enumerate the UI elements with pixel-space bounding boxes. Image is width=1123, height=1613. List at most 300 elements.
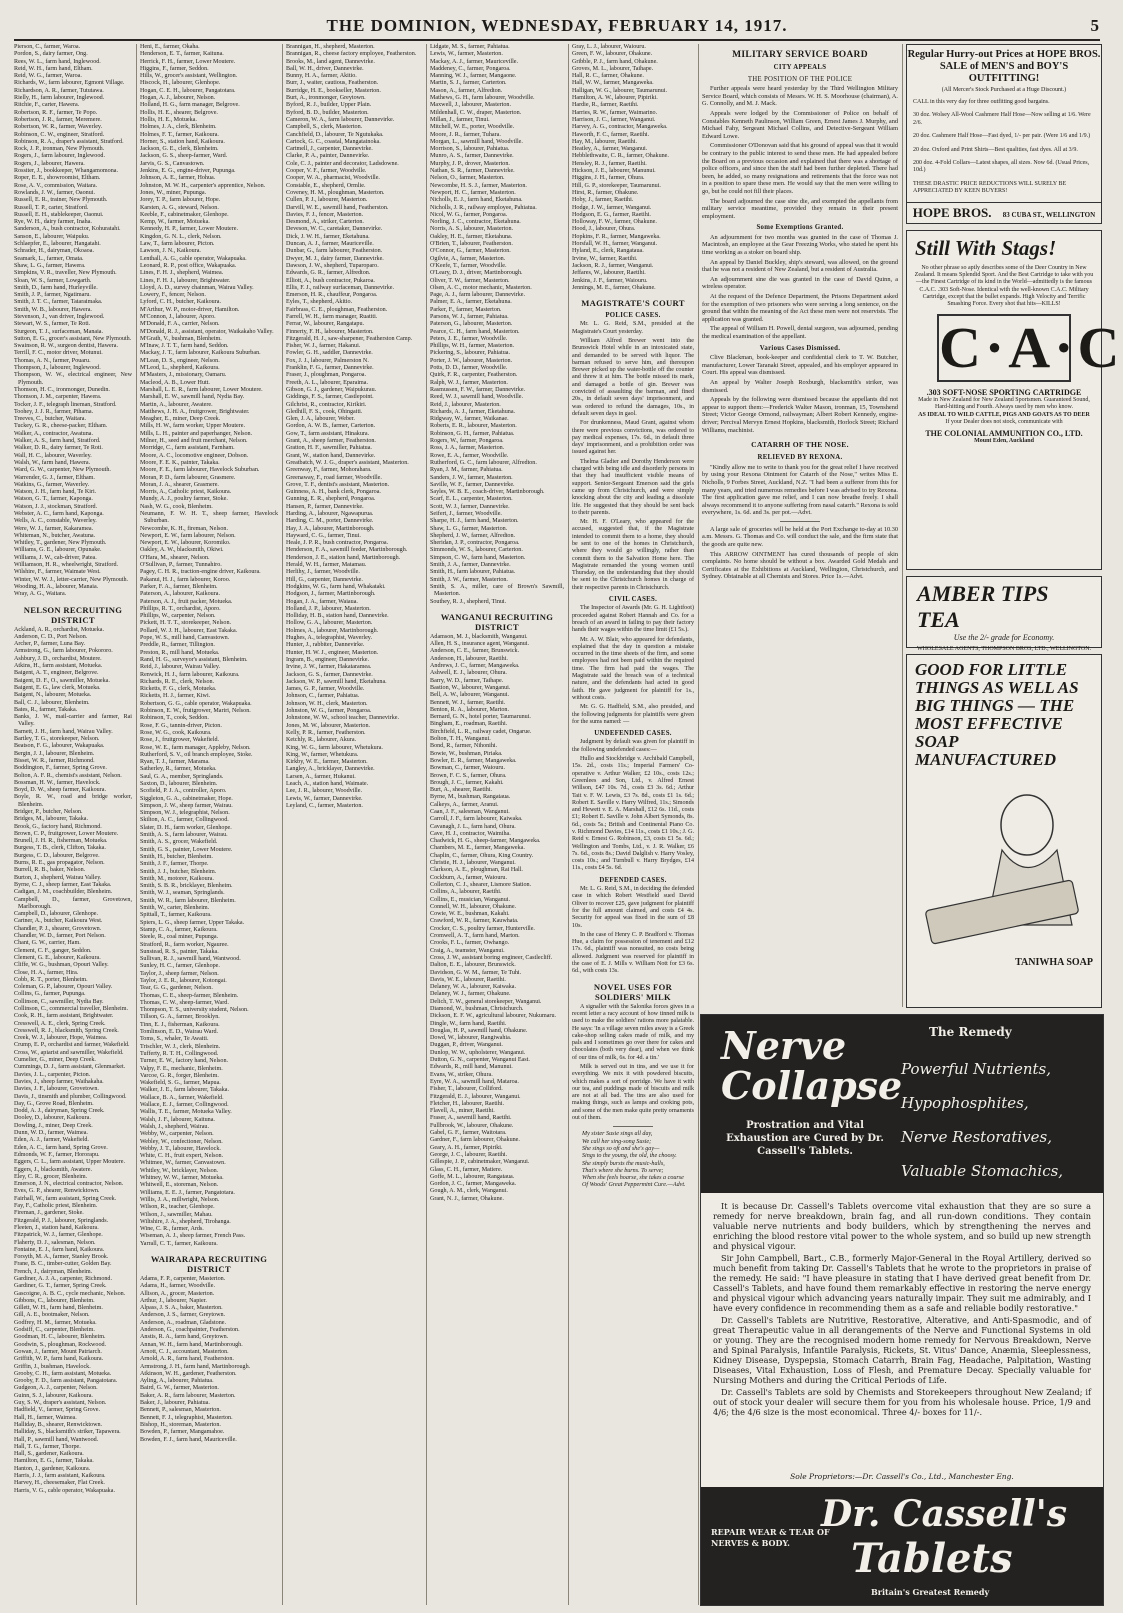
list-item: Smith, W. R., farm labourer, Blenheim.	[140, 897, 236, 904]
list-item: Davis, W. E., labourer, Raetihi.	[430, 976, 506, 983]
list-item: Sunley, H. C., farmer, Glenhope.	[140, 963, 220, 970]
list-item: Connell, W. H., labourer, Ohakune.	[430, 903, 517, 910]
paragraph: An appeal by Daniel Buckley, ship's steward, was allowed, on the ground that he was not a resident of New Zealand, but a resident of Australia.	[702, 258, 898, 274]
list-item: Ketchly, R., labourer, Akura.	[286, 737, 357, 744]
roll-list-wanganui	[430, 634, 564, 1203]
list-item: Gunning, E. R., shepherd, Pongaroa.	[286, 496, 376, 503]
list-item: Bowman, C., farmer, Waiouru.	[430, 765, 505, 772]
list-item: Parker, F., farmer, Masterton.	[430, 306, 502, 313]
list-item: Munro, A. S., farmer, Dannevirke.	[430, 153, 514, 160]
list-item: Hebblethwaite, C. R., farmer, Ohakune.	[572, 153, 669, 160]
list-item: Dutton, G. N., carpenter, Wanganui East.	[430, 1057, 530, 1064]
list-item: Gough, A. M., clerk, Wanganui.	[430, 1188, 508, 1195]
list-item: Elliott, A., bush contractor, Pukaroa.	[286, 277, 375, 284]
list-item: Scofield, P. J. A., controller, Aporo.	[140, 788, 227, 795]
list-item: Whitley, W., bricklayer, Nelson.	[140, 1167, 219, 1174]
list-item: Delaney, W. A., labourer, Kaiwaka.	[430, 984, 516, 991]
list-item: Crocker, C. S., poultry farmer, Hunterville.	[430, 925, 535, 932]
article-defended-cases	[572, 886, 694, 976]
list-item: Leyland, C., farmer, Masterton.	[286, 802, 363, 809]
paragraph: The appeal of William H. Powell, dental surgeon, was adjourned, pending the medical examination of the appellant.	[702, 325, 898, 340]
subheading-police-position: THE POSITION OF THE POLICE	[747, 75, 853, 83]
list-item: Walker, J. E., farm labourer, Takaka.	[140, 1087, 230, 1094]
list-item: Bowden, F. J., farm hand, Mauriceville.	[140, 1436, 237, 1443]
list-item: Coleman, G. P., labourer, Opouri Valley.	[14, 984, 113, 991]
list-item: Forsyth, M. A., farmer, Stanley Brook.	[14, 1254, 109, 1261]
list-item: Watkins, G., farmer, Waverley.	[14, 481, 90, 488]
list-item: Whitmee, W., farmer, Canvastown.	[140, 1160, 226, 1167]
list-item: Godsiff, C., carpenter, Blenheim.	[14, 1327, 95, 1334]
list-item: Rose, W. G., cook, Kaikoura.	[140, 729, 212, 736]
list-item: Arthur, J., labourer, Napier.	[140, 1297, 207, 1304]
list-item: Fisher, T., labourer, Colliford.	[430, 1086, 503, 1093]
list-item: Hayward, C. G., farmer, Tinui.	[286, 532, 361, 539]
list-item: THESE DRASTIC PRICE REDUCTIONS WILL SURELY BE APPRECIATED BY KEEN BUYERS!	[913, 180, 1067, 195]
list-item: Rowlands, J. W., farmer, Oaonui.	[14, 189, 95, 196]
column-4	[430, 44, 564, 1605]
list-item: Dingle, W., farm hand, Raetihi.	[430, 1020, 507, 1027]
list-item: Pickering, S., labourer, Pahiatua.	[430, 350, 510, 357]
list-item: Rand, H. G., surveyor's assistant, Blenheim.	[140, 656, 248, 663]
list-item: Desmond, A., striker, Carterton.	[286, 219, 364, 226]
list-item: Burr, J., waiter, cautious, Featherston.	[286, 80, 379, 87]
soap-figure-illustration	[907, 775, 1101, 955]
list-item: Wallis, T. E., farmer, Motueka Valley.	[140, 1109, 232, 1116]
list-item: Mills, H. W., farm worker, Upper Moutere.	[140, 423, 246, 430]
list-item: Larsen, A., farmer, Hukanui.	[286, 773, 356, 780]
list-item: Mills, L. H., painter and paperhanger, Nelson.	[140, 430, 253, 437]
list-item: Wooding, H. A., labourer, Manaia.	[14, 583, 99, 590]
list-item: Simpson, J. W., sheep farmer, Wairau.	[140, 802, 233, 809]
list-item: Sheridan, J. P., contractor, Pongaroa.	[430, 540, 520, 547]
list-item: Ricketts, F. G., clerk, Motueka.	[140, 686, 217, 693]
list-item: Hill, G., carpenter, Dannevirke.	[286, 576, 363, 583]
list-item: Pickett, H. T. T., storekeeper, Nelson.	[140, 620, 232, 627]
list-item: Gow, T., farm assistant, Hinakura.	[286, 430, 370, 437]
list-item: Douglas, H. P., sawmill hand, Ohakune.	[430, 1027, 528, 1034]
list-item: Chant, G. W., carrier, Ham.	[14, 940, 81, 947]
list-item: Hodgkins, W. G., farm hand, Whakataki.	[286, 583, 386, 590]
list-item: Cartock, G. C., coastal, Mangatainoka.	[286, 138, 381, 145]
list-item: Baird, G. W., farmer, Masterton.	[140, 1385, 219, 1392]
list-item: Taylor, J. E. R., labourer, Kotongai.	[140, 978, 227, 984]
cassells-proprietors: Sole Proprietors:—Dr. Cassell's Co., Ltd., Manchester Eng.	[790, 1472, 1014, 1481]
list-item: Pearce, C. H., farm hand, Masterton.	[430, 328, 520, 335]
list-item: Reid, J., labourer, Wairau Valley.	[140, 664, 221, 671]
list-item: Flavell, A., miner, Raetihi.	[430, 1108, 495, 1115]
list-item: Whitley, T., gardener, New Plymouth.	[14, 540, 107, 547]
list-item: Campbell, D., labourer, Glenhope.	[14, 911, 99, 918]
article-exemptions	[702, 234, 898, 341]
list-item: Gillett, W. H., farm hand, Blenheim.	[14, 1305, 103, 1312]
list-item: Of Woods' Great Peppermint Cure.—Advt.	[582, 1182, 686, 1189]
list-item: Pordon, S., dairy farmer, Ong.	[14, 51, 88, 58]
list-item: Holland, H. G., farm manager, Belgrove.	[140, 102, 240, 109]
list-item: Johnston, W. G., farmer, Pongaroa.	[286, 708, 372, 715]
list-item: Chambers, M. E., farmer, Mangaweka.	[430, 845, 525, 852]
list-item: Potts, D. D., farmer, Woodville.	[430, 365, 508, 372]
list-item: Finnerty, F. H., labourer, Masterton.	[286, 328, 374, 335]
list-item: Hardie, R., farmer, Raetihi.	[572, 102, 639, 109]
list-item: Hollis, H. E., Motueka.	[140, 116, 197, 123]
list-item: Barry, W. D., farmer, Taihape.	[430, 677, 504, 684]
section-heading-wanganui: WANGANUI RECRUITING DISTRICT	[440, 611, 554, 632]
list-item: Kingdon, G. N. L., clerk, Nelson.	[140, 233, 222, 240]
list-item: Porter, J. W., labourer, Masterton.	[430, 357, 513, 364]
list-item: Palmer, E. A., farmer, Eketahuna.	[430, 299, 512, 306]
list-item: O'Keefe, T., farmer, Woodville.	[430, 262, 507, 269]
list-item: Green, F. W., labourer, Ohakune.	[572, 51, 653, 58]
list-item: Greenaway, F., road farmer, Woodville.	[286, 474, 382, 481]
list-item: Lenthall, A. G., cable operator, Wakapuaka.	[140, 255, 247, 262]
list-item: Duncan, A. J., farmer, Mauriceville.	[286, 241, 374, 248]
list-item: Geary, A. H., farmer, Pipiriki.	[430, 1144, 503, 1151]
list-item: Quirk, F. R., carpenter, Featherston.	[430, 372, 518, 379]
list-item: 30 doz. Wolsey All-Wool Cashmere Half Hose—Now selling at 1/6. Were 2/6.	[913, 112, 1091, 126]
list-item: Herrick, F. H., farmer, Lower Moutere.	[140, 58, 236, 65]
list-item: Rock, J. P., ironman, New Plymouth.	[14, 146, 105, 153]
advert-taniwha-soap	[906, 654, 1102, 1008]
list-item: Rye, W. H., dairy farmer, Inaha.	[14, 219, 92, 226]
list-item: Manning, W. J., farmer, Mangaone.	[430, 73, 517, 80]
list-item: Burgess, C. D., labourer, Belgrove.	[14, 852, 100, 859]
list-item: Eley, C. R., grocer, Blenheim.	[14, 1173, 88, 1180]
list-item: Lines, F. H. J., shepherd, Waimea.	[140, 270, 224, 277]
list-item: Fisher, W. J., farmer, Hakanui.	[286, 343, 361, 350]
list-item: Fox, J. J., labourer, Palmerston N.	[286, 357, 369, 364]
list-item: Anderson, C. D., Port Nelson.	[14, 633, 88, 640]
list-item: King, W., farmer, Whetukura.	[286, 751, 359, 758]
list-item: Barnett, J. H., farm hand, Wairau Valley.	[14, 728, 113, 735]
list-item: Eden, A. J., farmer, Wakefield.	[14, 1137, 89, 1144]
list-item: Lyford, C. H., butcher, Kaikoura.	[140, 299, 221, 306]
list-item: Dodd, A. J., dairyman, Spring Creek.	[14, 1108, 105, 1115]
subheading-exemptions: Some Exemptions Granted.	[756, 224, 844, 232]
list-item: Hensley, R. J., farmer, Raetihi.	[572, 160, 647, 167]
list-item: Saxton, D., labourer, Blenheim.	[140, 780, 218, 787]
list-item: Byford, R. J., builder, Upper Plain.	[286, 102, 372, 109]
list-item: Cromwell, A. T., farm hand, Marton.	[430, 933, 520, 940]
list-item: Nelson, O., farmer, Masterton.	[430, 175, 505, 182]
list-item: Williams, G. E., labourer, Opunake.	[14, 547, 102, 554]
list-item: White, C. H., fruit expert, Nelson.	[140, 1153, 224, 1160]
list-item: Guinness, A. H., bank clerk, Pongaroa.	[286, 489, 381, 496]
list-item: Saville, W. F., farmer, Dannevirke.	[430, 481, 515, 488]
list-item: Hughes, A., telegraphist, Waverley.	[286, 635, 372, 642]
list-item: Smith, W. J., seaman, Springlands.	[140, 890, 225, 897]
list-item: Oliver, T. W., farmer, Masterton.	[430, 277, 510, 284]
list-item: Valuable Stomachics,	[901, 1162, 1064, 1180]
list-item: Higgins, F., farmer, Seddon.	[140, 65, 209, 72]
list-item: Wiltshire, J. A., shepherd, Tirohanga.	[140, 1218, 231, 1225]
list-item: Wiseman, A. J., sheep farmer, French Pass.	[140, 1233, 246, 1240]
list-item: Bartley, T. G., storekeeper, Nelson.	[14, 736, 100, 743]
list-item: Smith, J. W., farmer, Masterton.	[430, 576, 508, 583]
roll-list-nelson-cont	[140, 44, 278, 1248]
list-item: Holland, J. P., labourer, Masterton.	[286, 605, 371, 612]
list-item: O'Connor, G., farmer, Masterton.	[430, 248, 511, 255]
list-item: Moran, P. D., farm labourer, Grasmere.	[140, 474, 236, 481]
list-item: Smith, A. S., grocer, Wakefield.	[140, 839, 218, 846]
list-item: Rose, A. V., commission, Waitara.	[14, 182, 98, 189]
list-item: Jarvis, G. S., Canvastown.	[140, 160, 205, 167]
amber-tips-brand: AMBER TIPS TEA	[917, 581, 1049, 632]
list-item: Ashbury, J. D., orchardist, Moutere.	[14, 655, 102, 662]
list-item: Sharpe, H. J., farm hand, Masterton.	[430, 518, 519, 525]
list-item: When she feels hoarse, she takes a course	[582, 1175, 684, 1182]
list-item: Edwards, G. R., farmer, Alfredton.	[286, 270, 371, 277]
list-item: Cummings, D. J., farm assistant, Glenmarket.	[14, 1064, 126, 1071]
list-item: Pierson, C., farmer, Waroa.	[14, 44, 81, 50]
list-item: Guy, S. W., draper's assistant, Nelson.	[14, 1400, 107, 1407]
list-item: Robinson, T., cook, Seddon.	[140, 715, 209, 722]
list-item: Millan, J., farmer, Tinui.	[430, 116, 490, 123]
list-item: Cavanagh, J. L., farm hand, Ohura.	[430, 823, 516, 830]
list-item: Rutherford, S. V., oil branch employee, Stoke.	[140, 751, 253, 758]
list-item: Turner, E. W., factory hand, Nelson.	[140, 1058, 229, 1065]
list-item: Ellis, F. J., railway surfaceman, Dannevirke.	[286, 284, 394, 291]
list-item: Mathews, G. H., farm labourer, Woodville.	[430, 95, 535, 102]
list-item: Williams, J. W., cab-driver, Patea.	[14, 554, 97, 561]
list-item: Reid, W. H., farm hand, Eltham.	[14, 65, 93, 72]
list-item: Carroll, J. F., farm labourer, Kaiwaka.	[430, 816, 523, 823]
list-item: Heatley, A., farmer, Wanganui.	[572, 146, 648, 153]
list-item: Bennett, P., salesman, Masterton.	[140, 1407, 221, 1414]
cassells-footer-tablets: Tablets	[851, 1535, 1013, 1582]
list-item: Johnstone, W. W., school teacher, Dannevirke.	[286, 715, 399, 722]
list-item: Haworth, F. C., farmer, Raetihi.	[572, 131, 650, 138]
list-item: Moran, J. A., shearer, Grasmere.	[140, 481, 219, 488]
advert-amber-tips	[906, 576, 1102, 652]
paragraph: A signaller with the Salonika forces gives in a recent letter a racy account of how tinned milk is used to make the soldiers' rations more palatable. He says: 'In a village seven miles away is a Greek cake-shop selling cakes made of milk, and my pals and I sometimes go over there for cakes and chocolates (both very dear), and when we think of our tins of milk, 6s. for 4d. a tin.'	[572, 1003, 694, 1061]
list-item: Wine, C. R., farmer, Ards.	[140, 1226, 204, 1233]
list-item: Holmes, A., labourer, Martinborough.	[286, 627, 379, 634]
list-item: Sturgeon, T. J., surfaceman, Manaia.	[14, 328, 104, 335]
list-item: Hollis, H. E., shearer, Belgrove.	[140, 109, 218, 116]
list-item: Davies, J. L., carpenter, Picton.	[14, 1071, 91, 1078]
list-item: Lidgate, M. S., farmer, Pahiatua.	[430, 44, 510, 50]
list-item: Holloway, F. W., farmer, Ohakune.	[572, 219, 657, 226]
list-item: Wells, A. C., constable, Waverley.	[14, 518, 97, 525]
paragraph: At the request of the Defence Department, the Prisons Department asked for the exemption of two prisoners who were serving a long sentence, on the ground that within the meaning of the Act these men were not reservists. The application was granted.	[702, 293, 898, 323]
list-item: Atkinson, W. H., gardener, Featherston.	[140, 1370, 237, 1377]
hope-bros-name: HOPE BROS.	[912, 204, 992, 220]
list-item: Newcombe, H. S. J., farmer, Masterton.	[430, 182, 527, 189]
list-item: Dowling, J., miner, Deep Creek.	[14, 1122, 93, 1129]
roll-list-nelson	[14, 627, 132, 1495]
taniwha-brand: TANIWHA SOAP	[1015, 957, 1093, 968]
list-item: Rielly, H., farm labourer, Inglewood.	[14, 95, 105, 102]
cassells-footer	[701, 1487, 1103, 1605]
list-item: Davies, J., sheep farmer, Waihakaha.	[14, 1078, 104, 1085]
list-item: Lee, J. R., labourer, Woodville.	[286, 788, 362, 795]
list-item: O'Leary, D. J., driver, Martinborough.	[430, 270, 523, 277]
list-item: Rose, W. E., farm manager, Appleby, Nelson.	[140, 744, 251, 751]
paragraph: William Alfred Brewer went into the Brunswick Hotel while in an intoxicated state, and demanded to be served with liquor. The barman refused to serve him, and thereupon Brewer picked up the water-bottle off the counter and threw it at him. The bottle missed its mark, and damaged a bottle of gin. Brewer was convicted of assaulting the barman, and fined 20s., in default seven days' imprisonment, and was ordered to refund the damages, 10s., in default seven days in gaol.	[572, 337, 694, 417]
list-item: Siggleton, G. A., cabinetmaker, Hope.	[140, 795, 233, 802]
list-item: Schrader, H., dairyman, Okoaoa.	[14, 248, 94, 255]
list-item: Burt, A., ironmonger, Greytown.	[286, 95, 366, 102]
list-item: Gordon, A. W. B., farmer, Carterton.	[286, 423, 376, 430]
list-item: Chandler, W. D., farmer, Port Nelson.	[14, 933, 106, 940]
list-item: Boddington, F., farmer, Spring Grove.	[14, 765, 107, 772]
list-item: Harrison, J. C., farmer, Wanganui.	[572, 116, 656, 123]
list-item: Eggers, J., blacksmith, Awatere.	[14, 1166, 92, 1173]
list-item: Thomas, C. W., sheep-farmer, Ward.	[140, 999, 229, 1006]
list-item: Peters, J. E., farmer, Woodville.	[430, 335, 508, 342]
list-item: Hall, R. C., farmer, Ohakune.	[572, 73, 644, 80]
column-5	[572, 44, 694, 1605]
list-item: Allison, A., grocer, Masterton.	[140, 1290, 215, 1297]
list-item: Cresswell, A. E., clerk, Spring Creek.	[14, 1020, 106, 1027]
list-item: Hogan, J. A., farmer, Waiaua.	[286, 598, 358, 605]
list-item: Gray, L. J., labourer, Waiouru.	[572, 44, 646, 50]
list-item: Hogan, A. J., labourer, Nelson.	[140, 95, 216, 102]
list-item: Brannigan, R., cheese factory employee, Featherston.	[286, 51, 417, 58]
list-item: Whitney, W. W., farmer, Motueka.	[140, 1175, 224, 1182]
list-item: Paterson, G., labourer, Masterton.	[430, 321, 513, 328]
list-item: Glass, C. H., farmer, Matiere.	[430, 1166, 503, 1173]
list-item: Byrne, M., bushman, Rangataua.	[430, 794, 511, 801]
list-item: Hodge, J. W., farmer, Wanganui.	[572, 204, 652, 211]
list-item: Dick, J. W. H., farmer, Eketahuna.	[286, 233, 370, 240]
list-item: Robertson, W. R., farmer, Waverley.	[14, 124, 103, 131]
list-item: Mundy, A. J., poultry farmer, Stoke.	[140, 496, 228, 503]
list-item: Ricketts, H. J., farmer, Kiwi.	[140, 693, 211, 700]
list-item: Chandler, P. J., shearer, Grovetown.	[14, 925, 102, 932]
list-item: Eyles, T., shepherd, Akitio.	[286, 299, 353, 306]
list-item: Jackson, G. S., farmer, Dannevirke.	[286, 671, 373, 678]
list-item: Ritchie, F., carter, Hawera.	[14, 102, 80, 109]
list-item: O'Hara, M., shearer, Nelson.	[140, 554, 210, 561]
list-item: Ralph, W. J., farmer, Masterton.	[430, 379, 508, 386]
list-item: Arnott, C. J., accountant, Masterton.	[140, 1348, 229, 1355]
list-item: Clarkson, A. E., ploughman, Rai Hall.	[430, 867, 523, 874]
list-item: Richards, R. E., clerk, Nelson.	[140, 678, 215, 685]
list-item: Hill, G. P., storekeeper, Taumarunui.	[572, 182, 661, 189]
list-item: Martin, A., labourer, Awatere.	[140, 401, 213, 408]
list-item: Steele, R., coal miner, Pupunga.	[140, 934, 219, 941]
list-item: Gribble, P. J., farm hand, Ohakune.	[572, 58, 658, 65]
list-item: Robinson, C. W., engineer, Stratford.	[14, 131, 105, 138]
list-item: Morridge, C., farm assistant, Farnham.	[140, 445, 235, 452]
list-item: Oakley, H. E., farmer, Eketahuna.	[430, 233, 513, 240]
list-item: Hodgson, J., farmer, Martinborough.	[286, 591, 376, 598]
cac-product: .303 SOFT-NOSE SPORTING CARTRIDGE	[926, 388, 1082, 398]
list-item: Walker, A. S., farm hand, Stratford.	[14, 438, 101, 445]
list-item: Ayling, A., labourer, Pahiatua.	[140, 1378, 214, 1385]
list-item: Wall, H. C., labourer, Waverley.	[14, 452, 92, 459]
list-item: Campbell, D., farmer, Grovetown, Marlborough.	[14, 896, 132, 910]
list-item: Herlihy, J., farmer, Woodville.	[286, 569, 360, 576]
list-item: Duggan, P., driver, Wanganui.	[430, 1042, 503, 1049]
list-item: Walker, D. R., dairy farmer, Te Roti.	[14, 445, 103, 452]
list-item: Leonard, R. P., post office, Wakapuaka.	[140, 262, 237, 269]
list-item: Williams, E. E. J., farmer, Pangatotara.	[140, 1189, 235, 1196]
list-item: Sutton, E. G., grocer's assistant, New Plymouth.	[14, 335, 132, 342]
list-item: Wallace, E. J., farmer, Collingwood.	[140, 1102, 229, 1109]
list-item: Henderson, F. A., sawmill feeder, Martinborough.	[286, 547, 408, 554]
paragraph: The Inspector of Awards (Mr. G. H. Lightfoot) proceeded against Robert Hannah and Co. for a breach of an award in failing to pay their factory hands their wages within the time limit (£1 5s.).	[572, 605, 694, 634]
list-item: Moore, A. C., locomotive engineer, Dobson.	[140, 452, 249, 459]
list-item: Fitzgerald, E. J., labourer, Wanganui.	[430, 1093, 521, 1100]
list-item: Sings to the young, the old, the choosy.	[582, 1153, 677, 1160]
list-item: Bolton, A. F. R., chemist's assistant, Nelson.	[14, 772, 122, 779]
paragraph: A large sale of groceries will be held at the Port Exchange to-day at 10.30 a.m. Messrs. G. Thomas and Co. will conduct the sale, and the firm state that the goods are quite new.	[702, 525, 898, 549]
taniwha-text: GOOD FOR LITTLE THINGS AS WELL AS BIG THINGS — THE MOST EFFECTIVE SOAP MANUFACTURED	[915, 660, 1079, 769]
list-item: Hirst, R., farmer, Ohakune.	[572, 189, 639, 196]
list-item: Pollard, W. J. H., labourer, East Takaka.	[140, 627, 238, 634]
list-item: Russell, E. R., trainer, New Plymouth.	[14, 197, 108, 204]
list-item: Newcombe, K. H., fireman, Nelson.	[140, 525, 228, 532]
article-police-cases	[572, 321, 694, 592]
list-item: Maxwell, J., labourer, Masterton.	[430, 102, 511, 109]
list-item: Warrender, G. J., farmer, Eltham.	[14, 474, 95, 481]
subheading-dismissed: Various Cases Dismissed.	[759, 344, 841, 352]
heading-magistrates-court: MAGISTRATE'S COURT	[581, 298, 685, 309]
list-item: Kennedy, H. P., farmer, Lower Moutere.	[140, 226, 239, 233]
list-item: Jennings, M. E., farmer, Ohakune.	[572, 284, 656, 291]
list-item: Gudgeon, A. J., carpenter, Nelson.	[14, 1385, 98, 1392]
list-item: Eden, A. C., farm hand, Spring Grove.	[14, 1144, 108, 1151]
list-item: Fontaine, E. J., farm hand, Kaikoura.	[14, 1246, 105, 1253]
list-item: Davidson, G. W. M., farmer, Te Tuhi.	[430, 969, 522, 976]
list-item: Rogers, J., labourer, Hawera.	[14, 160, 85, 167]
list-item: Halliday, B., shearer, Renwicktown.	[14, 1421, 103, 1428]
list-item: Frane, B. C., timber-cutter, Golden Bay.	[14, 1261, 112, 1268]
paragraph: Mr. H. F. O'Leary, who appeared for the accused, suggested that, if the Magistrate intended to commit them to a home, they should be sent to one of the homes in Christchurch, where they would go willingly, rather than commit them to the Salvation Home here. The Magistrate remanded the young women until Thursday, on the understanding that they should be sent to the Christchurch homes in charge of their respective parents in Christchurch.	[572, 519, 694, 591]
list-item: Newport, E. W., labourer, Koromiko.	[140, 540, 231, 547]
list-item: Cullen, P. J., labourer, Masterton.	[286, 197, 368, 204]
list-item: Coveney, H. M., ploughman, Masterton.	[286, 189, 385, 196]
subheading-defended-cases: DEFENDED CASES.	[599, 876, 667, 884]
list-item: Diamond, W., bushman, Christchurch.	[430, 1006, 524, 1012]
list-item: Southey, R. J., shepherd, Tinui.	[430, 598, 507, 605]
list-item: Baigent, D. F., O., sawmiller, Motueka.	[14, 677, 110, 684]
list-item: Morrison, S., labourer, Pahiatua.	[430, 146, 510, 153]
list-item: Fraser, A., sawmill hand, Raetihi.	[430, 1115, 512, 1122]
list-item: Day, G., Grove Road, Blenheim.	[14, 1100, 94, 1107]
list-item: Cole, C. J., painter and decorator, Ladsdowne.	[286, 160, 399, 167]
list-item: Flaherty, D. J., salesman, Nelson.	[14, 1239, 96, 1246]
list-item: Darvill, W. E., sawmill hand, Featherston.	[286, 204, 389, 211]
list-item: Mitchell, W. E., porter, Woodville.	[430, 124, 515, 131]
list-item: Harris, J. J., farm assistant, Kaikoura.	[14, 1473, 106, 1479]
list-item: Halliday, S., blacksmith's striker, Tapawera.	[14, 1429, 121, 1436]
list-item: Macleod, A. B., Lower Hutt.	[140, 379, 210, 386]
cac-company: THE COLONIAL AMMUNITION CO., LTD.	[925, 429, 1083, 439]
list-item: Dwyer, M. J., dairy farmer, Dannevirke.	[286, 255, 384, 262]
list-item: Tear, G. G., gardener, Nelson.	[140, 985, 213, 992]
list-item: Webby, W., carpenter, Nelson.	[140, 1131, 214, 1138]
list-item: Annan, W. H., farm hand, Martinborough.	[140, 1341, 243, 1348]
list-item: Gardner, F., farm labourer, Ohakune.	[430, 1137, 520, 1144]
paragraph: Dr. Cassell's Tablets are Nutritive, Restorative, Alterative, and Anti-Spasmodic, and of great Therapeutic value in all derangements of the Nerve and Functional Systems in old or young. They are the recognised modern home remedy for Nervous Breakdown, Nerve and Spinal Paralysis, Infantile Paralysis, Rickets, St. Vitus' Dance, Anæmia, Sleeplessness, Kidney Disease, Dyspepsia, Stomach Catarrh, Brain Fag, Headache, Palpitation, Wasting Diseases, Vital Exhaustion, Loss of Flesh, and Premature Decay. Specially valuable for Nursing Mothers and during the Critical Periods of Life.	[713, 1315, 1091, 1385]
list-item: Jones, W., miner, Pupunga.	[140, 189, 207, 196]
list-item: Wakefield, S. G., farmer, Mapua.	[140, 1080, 221, 1087]
column-6	[702, 44, 898, 1007]
cac-made: Made in New Zealand for New Zealand Sportsmen. Guaranteed Sound, Hard-hitting and Fourth. Always used by men who know.	[918, 397, 1090, 411]
list-item: Goffe, M. L., labourer, Rangataua.	[430, 1173, 515, 1180]
paragraph: In the case of Henry C. P. Bradford v. Thomas Hue, a claim for possession of tenement and £12 17s. 6d., plaintiff was nonsuited, no costs being allowed. Judgment was reserved for plaintiff in the case of E. J. Mills v. William Nott for £3 6s. 6d., with costs 13s.	[572, 931, 694, 975]
list-item: Hay, J. A., labourer, Martinborough.	[286, 525, 375, 532]
list-item: Jackson, G. E., clerk, Blenheim.	[140, 146, 219, 153]
list-item: Cadigan, J. M., coachbuilder, Blenheim.	[14, 889, 113, 896]
list-item: Baker, A. R., farm labourer, Masterton.	[140, 1392, 236, 1399]
list-item: Boyd, D. W., sheep farmer, Kaikoura.	[14, 787, 106, 794]
article-civil-cases	[572, 605, 694, 726]
roll-list-taranaki	[14, 44, 132, 599]
